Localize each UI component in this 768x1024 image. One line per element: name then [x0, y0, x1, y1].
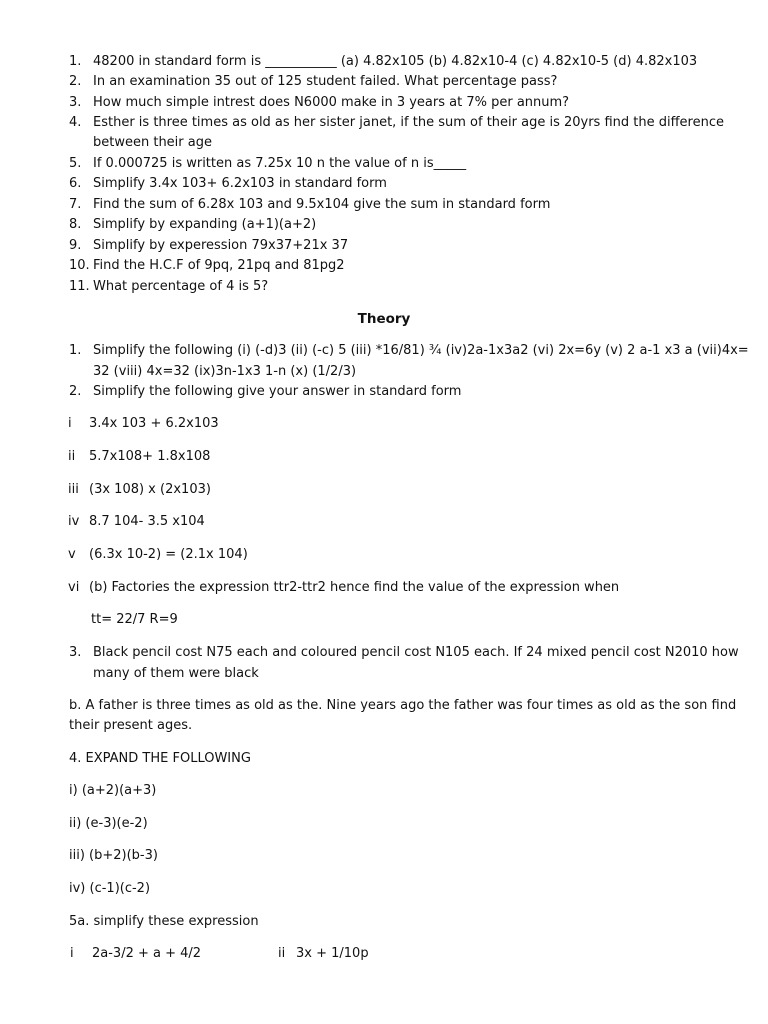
- objective-question-text: Simplify 3.4x 103+ 6.2x103 in standard form: [93, 176, 387, 191]
- objective-number: 5.: [69, 156, 82, 171]
- objective-number: 3.: [69, 95, 82, 110]
- objective-question-text: In an examination 35 out of 125 student failed. What percentage pass?: [93, 74, 558, 89]
- objective-question-text: Simplify by expanding (a+1)(a+2): [93, 217, 317, 232]
- objective-question-text: Find the sum of 6.28x 103 and 9.5x104 give the sum in standard form: [93, 197, 551, 212]
- roman-item-text: (b) Factories the expression ttr2-ttr2 hence find the value of the expression when: [89, 580, 620, 595]
- theory-question-text: Simplify the following (i) (-d)3 (ii) (-c) 5 (iii) *16/81) ¾ (iv)2a-1x3a2 (vi) 2x=6y (v) 2 a-1 x3 a (vii)4x=: [93, 343, 749, 358]
- roman-numeral: iv: [68, 514, 80, 529]
- objective-number: 11.: [69, 279, 90, 294]
- theory-heading: Theory: [357, 311, 411, 327]
- objective-number: 10.: [69, 258, 90, 273]
- expand-item: ii) (e-3)(e-2): [69, 816, 148, 831]
- question-5-heading: 5a. simplify these expression: [69, 914, 259, 929]
- objective-number: 9.: [69, 238, 82, 253]
- roman-numeral: vi: [68, 580, 80, 595]
- roman-item-text: 5.7x108+ 1.8x108: [89, 449, 211, 464]
- roman-numeral: ii: [278, 946, 286, 961]
- objective-number: 2.: [69, 74, 82, 89]
- question-3b-text: their present ages.: [69, 718, 193, 733]
- roman-item-text: (6.3x 10-2) = (2.1x 104): [89, 547, 248, 562]
- theory-question-text: 32 (viii) 4x=32 (ix)3n-1x3 1-n (x) (1/2/3): [93, 364, 357, 379]
- roman-numeral: ii: [68, 449, 76, 464]
- objective-question-text: between their age: [93, 135, 212, 150]
- roman-item-text: 8.7 104- 3.5 x104: [89, 514, 205, 529]
- roman-item-text: (3x 108) x (2x103): [89, 482, 211, 497]
- roman-numeral: i: [70, 946, 74, 961]
- objective-question-text: If 0.000725 is written as 7.25x 10 n the value of n is_____: [93, 156, 467, 171]
- objective-question-text: 48200 in standard form is ___________ (a) 4.82x105 (b) 4.82x10-4 (c) 4.82x10-5 (d) 4.82x103: [93, 54, 698, 69]
- objective-question-text: Simplify by experession 79x37+21x 37: [93, 238, 349, 253]
- simplify-item-text: 2a-3/2 + a + 4/2: [92, 946, 202, 961]
- question-3b-text: b. A father is three times as old as the. Nine years ago the father was four times as old as the son find: [69, 698, 737, 713]
- expand-item: i) (a+2)(a+3): [69, 783, 157, 798]
- question-4-heading: 4. EXPAND THE FOLLOWING: [69, 751, 251, 766]
- objective-number: 6.: [69, 176, 82, 191]
- roman-numeral: i: [68, 416, 72, 431]
- theory-question-text: many of them were black: [93, 666, 259, 681]
- theory-question-number: 3.: [69, 645, 82, 660]
- roman-item-text: 3.4x 103 + 6.2x103: [89, 416, 219, 431]
- objective-question-text: What percentage of 4 is 5?: [93, 279, 269, 294]
- objective-question-text: Find the H.C.F of 9pq, 21pq and 81pg2: [93, 258, 345, 273]
- theory-question-number: 2.: [69, 384, 82, 399]
- vi-values: tt= 22/7 R=9: [91, 612, 178, 627]
- expand-item: iii) (b+2)(b-3): [69, 848, 158, 863]
- theory-question-text: Black pencil cost N75 each and coloured pencil cost N105 each. If 24 mixed pencil cost N2010 how: [93, 645, 739, 660]
- objective-number: 4.: [69, 115, 82, 130]
- objective-question-text: How much simple intrest does N6000 make in 3 years at 7% per annum?: [93, 95, 570, 110]
- expand-item: iv) (c-1)(c-2): [69, 881, 151, 896]
- roman-numeral: iii: [68, 482, 79, 497]
- objective-question-text: Esther is three times as old as her sister janet, if the sum of their age is 20yrs find the difference: [93, 115, 725, 130]
- simplify-item-text: 3x + 1/10p: [296, 946, 369, 961]
- theory-question-text: Simplify the following give your answer in standard form: [93, 384, 462, 399]
- theory-question-number: 1.: [69, 343, 82, 358]
- objective-number: 7.: [69, 197, 82, 212]
- objective-number: 1.: [69, 54, 82, 69]
- objective-number: 8.: [69, 217, 82, 232]
- roman-numeral: v: [68, 547, 76, 562]
